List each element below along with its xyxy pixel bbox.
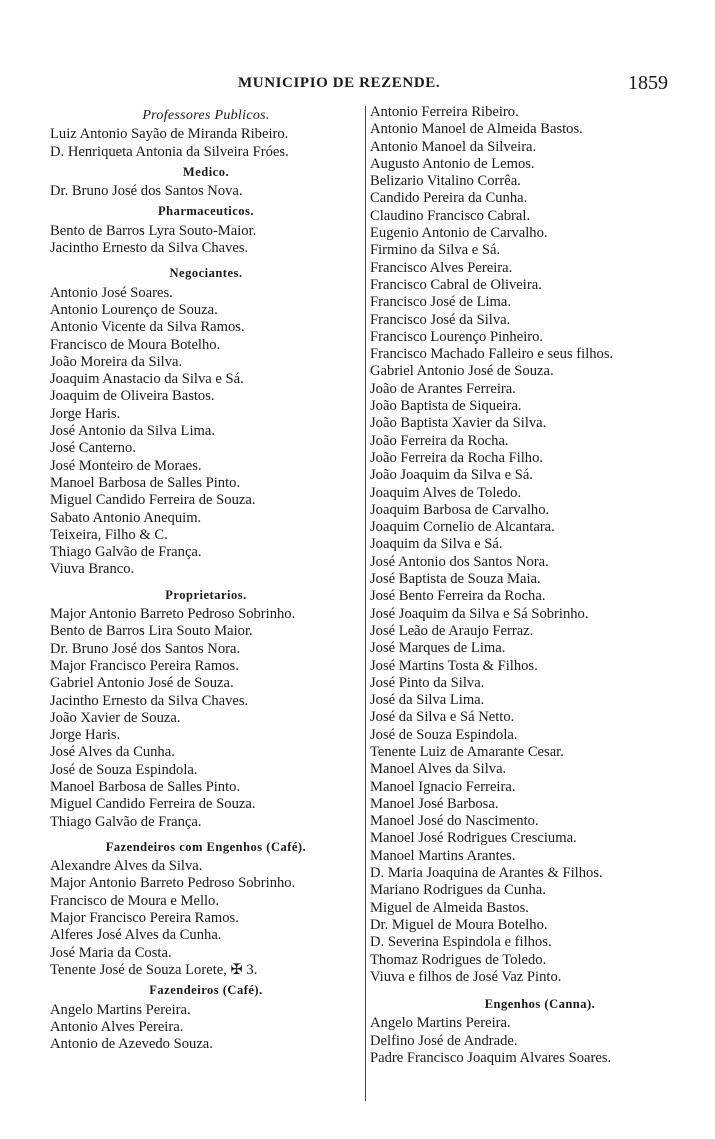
list-item: Francisco Machado Falleiro e seus filhos. (370, 346, 614, 363)
right-column (370, 104, 710, 1067)
list-item: Joaquim da Silva e Sá. (370, 536, 503, 553)
list-item: Gabriel Antonio José de Souza. (370, 363, 554, 380)
list-item: Miguel de Almeida Bastos. (370, 899, 529, 916)
list-item: D. Maria Joaquina de Arantes & Filhos. (370, 865, 603, 882)
section-heading-engenhos-canna: Engenhos (Canna). (484, 997, 596, 1012)
list-item: João Joaquim da Silva e Sá. (370, 467, 533, 484)
list-item: Viuva e filhos de José Vaz Pinto. (370, 968, 562, 985)
list-item: Eugenio Antonio de Carvalho. (370, 225, 548, 242)
list-fazendeiros-engenhos (50, 858, 362, 979)
list-item: Manoel Alves da Silva. (370, 761, 507, 778)
list-item: José Joaquim da Silva e Sá Sobrinho. (370, 605, 589, 622)
list-item: Sabato Antonio Anequim. (50, 509, 202, 526)
list-medico (50, 183, 362, 200)
list-item: Thiago Galvão de França. (50, 813, 202, 830)
column-divider (365, 106, 366, 1101)
section-heading-proprietarios: Proprietarios. (165, 587, 247, 602)
list-pharmaceuticos (50, 223, 362, 258)
list-item: Delfino José de Andrade. (370, 1032, 518, 1049)
list-item: Jorge Haris. (50, 727, 121, 744)
list-item: Manoel Barbosa de Salles Pinto. (50, 778, 241, 795)
list-item: José Bento Ferreira da Rocha. (370, 588, 546, 605)
list-item: Angelo Martins Pereira. (50, 1001, 191, 1018)
page-title: MUNICIPIO DE REZENDE. (238, 75, 441, 91)
list-item: José Pinto da Silva. (370, 674, 485, 691)
list-item: Joaquim Alves de Toledo. (370, 484, 522, 501)
list-item: Francisco de Moura e Mello. (50, 892, 219, 909)
list-item: Jorge Haris. (50, 405, 121, 422)
list-item: Dr. Bruno José dos Santos Nova. (50, 183, 243, 200)
list-item: Antonio de Azevedo Souza. (50, 1036, 213, 1053)
list-item: Dr. Miguel de Moura Botelho. (370, 916, 548, 933)
list-item: José Marques de Lima. (370, 640, 506, 657)
list-item: Manoel José Rodrigues Cresciuma. (370, 830, 577, 847)
list-item: Antonio Alves Pereira. (50, 1018, 184, 1035)
list-item: João Ferreira da Rocha. (370, 432, 509, 449)
list-item: Antonio Manoel de Almeida Bastos. (370, 121, 583, 138)
list-item: José Alves da Cunha. (50, 744, 175, 761)
list-item: Claudino Francisco Cabral. (370, 207, 531, 224)
list-item: Antonio Ferreira Ribeiro. (370, 104, 519, 120)
section-heading-professores: Professores Publicos. (142, 108, 270, 123)
list-item: Luiz Antonio Sayão de Miranda Ribeiro. (50, 126, 289, 143)
list-item: Alexandre Alves da Silva. (50, 858, 203, 875)
list-item: Augusto Antonio de Lemos. (370, 155, 535, 172)
list-item: João Baptista de Siqueira. (370, 398, 522, 415)
list-item: Viuva Branco. (50, 561, 135, 578)
page-number: 1859 (628, 72, 668, 94)
list-item: João de Arantes Ferreira. (370, 380, 516, 397)
list-item: Miguel Candido Ferreira de Souza. (50, 796, 256, 813)
list-item: José da Silva Lima. (370, 692, 485, 709)
list-item: José Maria da Costa. (50, 944, 172, 961)
list-item: Major Francisco Pereira Ramos. (50, 910, 239, 927)
list-item: Manoel Ignacio Ferreira. (370, 778, 516, 795)
list-item: José Baptista de Souza Maia. (370, 571, 541, 588)
list-item: Jacintho Ernesto da Silva Chaves. (50, 692, 249, 709)
list-item: Manoel José Barbosa. (370, 795, 499, 812)
list-negociantes-continued (370, 104, 710, 986)
section-heading-fazendeiros-engenhos: Fazendeiros com Engenhos (Café). (105, 839, 307, 854)
list-item: Alferes José Alves da Cunha. (50, 927, 222, 944)
list-item: D. Henriqueta Antonia da Silveira Fróes. (50, 143, 289, 160)
list-item: Francisco Alves Pereira. (370, 259, 513, 276)
list-item: Francisco Lourenço Pinheiro. (370, 328, 544, 345)
list-item: Jacintho Ernesto da Silva Chaves. (50, 240, 249, 257)
list-item: Gabriel Antonio José de Souza. (50, 675, 234, 692)
list-item: Thomaz Rodrigues de Toledo. (370, 951, 547, 968)
list-item: Joaquim Cornelio de Alcantara. (370, 519, 555, 536)
list-item: Francisco de Moura Botelho. (50, 336, 221, 353)
list-professores (50, 126, 362, 161)
list-item: José Antonio da Silva Lima. (50, 423, 215, 440)
list-item: Francisco José de Lima. (370, 294, 512, 311)
list-item: Tenente Luiz de Amarante Cesar. (370, 743, 564, 760)
section-heading-pharmaceuticos: Pharmaceuticos. (157, 204, 255, 219)
list-item: Padre Francisco Joaquim Alvares Soares. (370, 1050, 612, 1067)
list-item: José Martins Tosta & Filhos. (370, 657, 538, 674)
list-item: Angelo Martins Pereira. (370, 1015, 511, 1032)
list-item: José de Souza Espindola. (370, 726, 518, 743)
list-item: Bento de Barros Lira Souto Maior. (50, 623, 253, 640)
list-item: José Leão de Araujo Ferraz. (370, 622, 534, 639)
list-item: Manoel Barbosa de Salles Pinto. (50, 474, 241, 491)
list-item: Firmino da Silva e Sá. (370, 242, 501, 259)
list-item: Antonio Lourenço de Souza. (50, 301, 218, 318)
list-item: Major Antonio Barreto Pedroso Sobrinho. (50, 606, 296, 623)
list-item: João Xavier de Souza. (50, 709, 181, 726)
list-item: Joaquim de Oliveira Bastos. (50, 388, 215, 405)
left-column (50, 104, 362, 1053)
list-item: Tenente José de Souza Lorete, ✠ 3. (50, 961, 258, 978)
list-item: Major Francisco Pereira Ramos. (50, 657, 239, 674)
list-negociantes (50, 285, 362, 579)
list-item: José de Souza Espindola. (50, 761, 198, 778)
list-fazendeiros-cafe (50, 1002, 362, 1054)
list-item: Major Antonio Barreto Pedroso Sobrinho. (50, 875, 296, 892)
list-item: Miguel Candido Ferreira de Souza. (50, 492, 256, 509)
section-heading-medico: Medico. (182, 164, 230, 179)
list-item: José da Silva e Sá Netto. (370, 709, 515, 726)
list-item: José Antonio dos Santos Nora. (370, 553, 549, 570)
list-item: Antonio Manoel da Silveira. (370, 138, 537, 155)
list-item: Belizario Vitalino Corrêa. (370, 173, 521, 190)
list-proprietarios (50, 606, 362, 831)
list-item: Antonio José Soares. (50, 284, 173, 301)
list-item: Manoel Martins Arantes. (370, 847, 516, 864)
list-item: D. Severina Espindola e filhos. (370, 934, 552, 951)
list-item: Dr. Bruno José dos Santos Nora. (50, 640, 241, 657)
list-item: José Canterno. (50, 440, 136, 457)
page-header (0, 72, 715, 98)
section-heading-fazendeiros-cafe: Fazendeiros (Café). (149, 983, 263, 998)
list-item: Antonio Vicente da Silva Ramos. (50, 319, 245, 336)
list-item: Joaquim Barbosa de Carvalho. (370, 501, 550, 518)
list-item: José Monteiro de Moraes. (50, 457, 202, 474)
list-item: João Moreira da Silva. (50, 353, 183, 370)
list-item: Mariano Rodrigues da Cunha. (370, 882, 546, 899)
list-item: Joaquim Anastacio da Silva e Sá. (50, 371, 244, 388)
list-item: Teixeira, Filho & C. (50, 526, 168, 543)
section-heading-negociantes: Negociantes. (169, 266, 243, 281)
list-item: Manoel José do Nascimento. (370, 813, 539, 830)
list-item: Candido Pereira da Cunha. (370, 190, 528, 207)
list-item: Thiago Galvão de França. (50, 544, 202, 561)
list-engenhos-canna (370, 1015, 710, 1067)
list-item: João Ferreira da Rocha Filho. (370, 449, 544, 466)
list-item: João Baptista Xavier da Silva. (370, 415, 547, 432)
list-item: Francisco Cabral de Oliveira. (370, 276, 542, 293)
list-item: Bento de Barros Lyra Souto-Maior. (50, 222, 257, 239)
list-item: Francisco José da Silva. (370, 311, 511, 328)
